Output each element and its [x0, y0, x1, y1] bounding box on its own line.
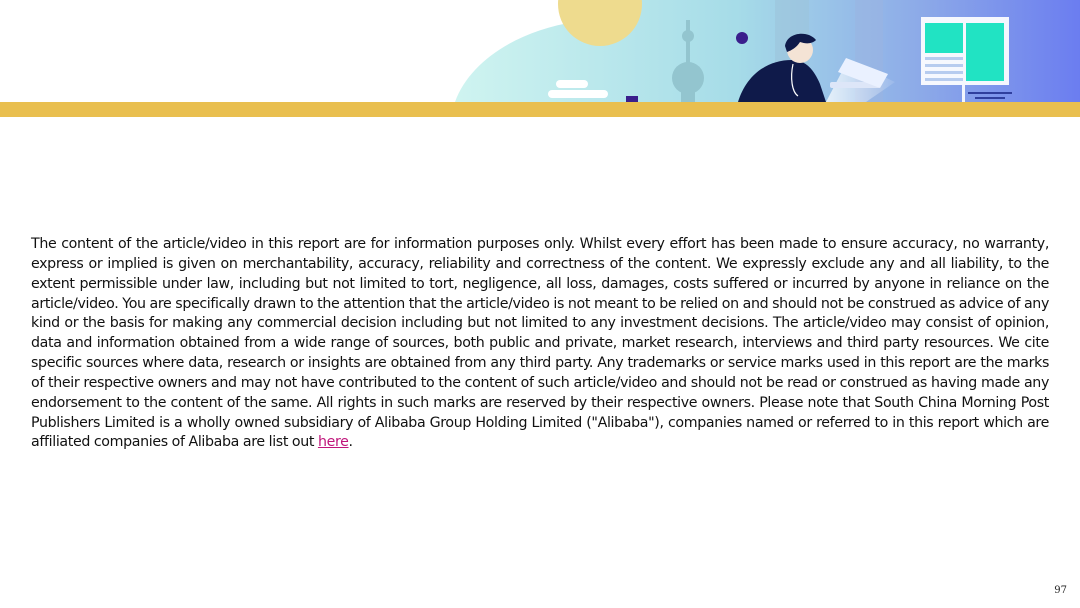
- disclaimer-body: The content of the article/video in this report are for information purposes only. Whilst every effort has been made to ensure accuracy, no warranty, express or implied is given on merchantability, accuracy, reliability and correctness of the content. We expressly exclude any and all liability, to the extent permissible under law, including but not limited to tort, negligence, all loss, damages, costs suffered or incurred by anyone in reliance on the article/video. You are specifically drawn to the attention that the article/video is not meant to be relied on and should not be construed as advice of any kind or the basis for making any commercial decision including but not limited to any investment decisions. The article/video may consist of opinion, data and information obtained from a wide range of sources, both public and private, market research, interviews and third party resources. We cite specific sources where data, research or insights are obtained from any third party. Any trademarks or service marks used in this report are the marks of their respective owners and may not have contributed to the content of such article/video and should not be read or construed as having made any endorsement to the content of the same. All rights in such marks are reserved by their respective owners. Please note that South China Morning Post Publishers Limited is a wholly owned subsidiary of Alibaba Group Holding Limited ("Alibaba"), companies named or referred to in this report which are affiliated companies of Alibaba are list out: [31, 236, 1049, 451]
- header-divider-bar: [0, 102, 1080, 117]
- disclaimer-text: [31, 235, 1049, 453]
- page-number: 97: [1054, 585, 1067, 596]
- disclaimer-end: .: [348, 434, 353, 451]
- header-illustration: [0, 0, 1080, 102]
- affiliates-link[interactable]: here: [317, 434, 349, 451]
